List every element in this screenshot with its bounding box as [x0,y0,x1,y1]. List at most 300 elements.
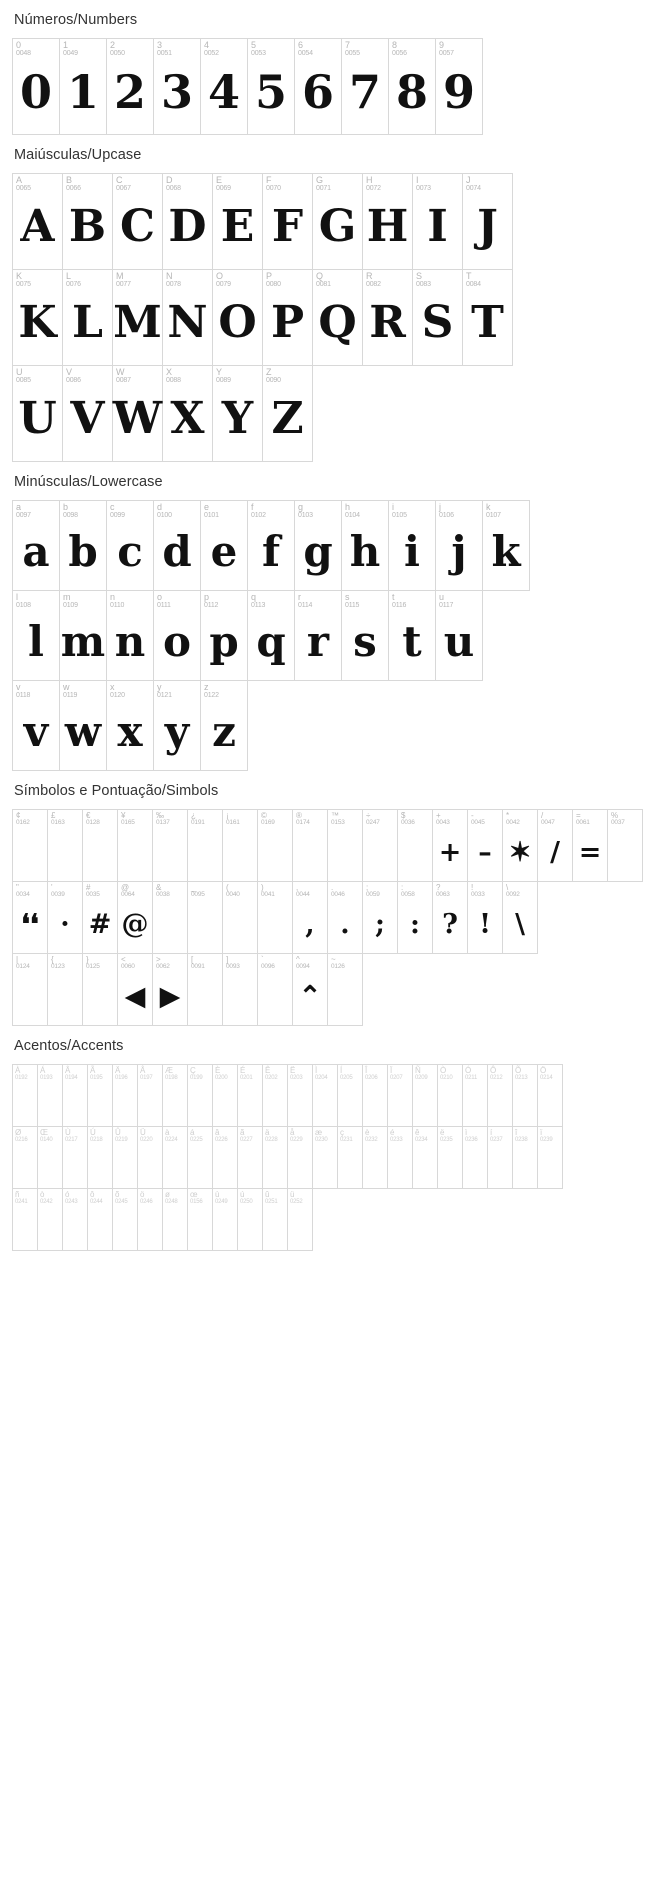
glyph-render [313,1082,337,1126]
glyph-cell[interactable] [313,174,363,270]
glyph-cell[interactable] [313,1065,338,1127]
glyph-code-label: 0237 [490,1137,503,1144]
glyph-char-label: Ã [90,1066,96,1075]
glyph-meta [88,1189,112,1206]
glyph-render [413,1144,437,1188]
glyph-cell[interactable] [118,954,153,1026]
glyph-cell[interactable] [342,591,389,681]
glyph-cell[interactable] [118,882,153,954]
glyph-cell[interactable] [263,366,313,462]
glyph-char-label: ö [140,1190,145,1199]
glyph-cell[interactable] [463,270,513,366]
glyph-cell[interactable] [213,270,263,366]
glyph-code-label: 0092 [506,891,520,899]
glyph-render: X [170,392,205,444]
glyph-code-label: 0161 [226,819,240,827]
glyph-cell[interactable] [503,810,538,882]
glyph-cell[interactable] [38,1189,63,1251]
glyph-cell[interactable] [13,501,60,591]
glyph-meta [38,1065,62,1082]
glyph-char-label: T [466,271,472,281]
glyph-cell[interactable] [258,810,293,882]
glyph-cell[interactable] [188,882,223,954]
glyph-cell[interactable] [223,810,258,882]
glyph-cell[interactable] [163,174,213,270]
glyph-render [438,1144,462,1188]
glyph-meta [413,174,462,193]
glyph-cell[interactable] [188,1127,213,1189]
glyph-cell[interactable] [113,1065,138,1127]
glyph-meta [13,810,47,827]
glyph-cell[interactable] [48,810,83,882]
glyph-cell[interactable] [88,1189,113,1251]
glyph-char-label: k [486,502,491,512]
glyph-cell[interactable] [154,681,201,771]
glyph-code-label: 0216 [15,1137,28,1144]
glyph-code-label: 0064 [121,891,135,899]
glyph-meta [363,810,397,827]
glyph-char-label: ( [226,883,229,892]
glyph-cell[interactable] [513,1127,538,1189]
glyph-render: G [318,200,357,252]
glyph-cell[interactable] [38,1065,63,1127]
glyph-cell[interactable] [201,39,248,135]
glyph-char-label: # [86,883,91,892]
glyph-cell[interactable] [107,681,154,771]
glyph-meta [293,810,327,827]
glyph-cell[interactable] [188,954,223,1026]
glyph-cell[interactable] [288,1189,313,1251]
glyph-render [488,1082,512,1126]
glyph-cell[interactable] [363,270,413,366]
glyph-meta [463,174,512,193]
glyph-render [118,827,152,881]
glyph-cell[interactable] [238,1065,263,1127]
glyph-char-label: ú [240,1190,245,1199]
glyph-cell[interactable] [107,591,154,681]
glyph-cell[interactable] [60,681,107,771]
glyph-code-label: 0211 [465,1075,478,1082]
glyph-code-label: 0201 [240,1075,253,1082]
glyph-cell[interactable] [573,810,608,882]
glyph-cell[interactable] [538,810,573,882]
glyph-code-label: 0082 [366,281,381,289]
glyph-char-label: ) [261,883,264,892]
glyph-cell[interactable] [154,39,201,135]
glyph-cell[interactable] [608,810,643,882]
glyph-cell[interactable] [154,501,201,591]
glyph-cell[interactable] [288,1127,313,1189]
glyph-char-label: b [63,502,69,512]
glyph-cell[interactable] [83,882,118,954]
glyph-meta [188,1127,212,1144]
glyph-code-label: 0081 [316,281,331,289]
glyph-cell[interactable] [328,810,363,882]
glyph-cell[interactable] [389,39,436,135]
glyph-char-label: ` [261,955,264,964]
glyph-code-label: 0162 [16,819,30,827]
glyph-cell[interactable] [213,1127,238,1189]
glyph-cell[interactable] [436,501,483,591]
glyph-cell[interactable] [513,1065,538,1127]
glyph-code-label: 0050 [110,50,125,58]
glyph-cell[interactable] [342,39,389,135]
glyph-code-label: 0249 [215,1199,228,1206]
glyph-render [213,1144,237,1188]
glyph-cell[interactable] [538,1127,563,1189]
glyph-cell[interactable] [13,270,63,366]
glyph-code-label: 0040 [226,891,240,899]
glyph-cell[interactable] [413,1127,438,1189]
glyph-meta [13,882,47,899]
glyph-char-label: Û [115,1128,121,1137]
glyph-cell[interactable] [293,810,328,882]
glyph-render: u [443,616,475,666]
glyph-char-label: ä [265,1128,270,1137]
glyph-cell[interactable] [113,270,163,366]
glyph-char-label: 1 [63,40,69,50]
glyph-char-label: y [157,682,162,692]
glyph-code-label: 0193 [40,1075,53,1082]
glyph-cell[interactable] [263,174,313,270]
glyph-code-label: 0094 [296,963,310,971]
glyph-cell[interactable] [313,270,363,366]
glyph-cell[interactable] [463,1065,488,1127]
glyph-cell[interactable] [398,882,433,954]
glyph-code-label: 0083 [416,281,431,289]
glyph-cell[interactable] [363,1127,388,1189]
glyph-char-label: ¥ [121,811,126,820]
glyph-render [513,1082,537,1126]
glyph-render: 5 [254,64,287,119]
glyph-render: S [421,296,454,348]
glyph-cell[interactable] [413,174,463,270]
glyph-cell[interactable] [63,270,113,366]
glyph-char-label: œ [190,1190,198,1199]
glyph-cell[interactable] [201,681,248,771]
glyph-code-label: 0224 [165,1137,178,1144]
glyph-cell[interactable] [83,810,118,882]
glyph-code-label: 0169 [261,819,275,827]
glyph-render: ! [479,908,491,940]
glyph-code-label: 0199 [190,1075,203,1082]
glyph-cell[interactable] [48,882,83,954]
glyph-char-label: % [611,811,619,820]
glyph-cell[interactable] [138,1065,163,1127]
glyph-cell[interactable] [13,1189,38,1251]
glyph-cell[interactable] [263,1189,288,1251]
glyph-cell[interactable] [113,366,163,462]
glyph-cell[interactable] [63,1065,88,1127]
glyph-code-label: 0059 [366,891,380,899]
glyph-code-label: 0071 [316,185,331,193]
glyph-render: J [477,200,498,252]
glyph-cell[interactable] [213,174,263,270]
glyph-code-label: 0078 [166,281,181,289]
glyph-code-label: 0046 [331,891,345,899]
glyph-cell[interactable] [201,591,248,681]
glyph-cell[interactable] [295,501,342,591]
glyph-render: y [164,706,190,756]
glyph-cell[interactable] [48,954,83,1026]
glyph-cell[interactable] [258,882,293,954]
glyph-cell[interactable] [13,591,60,681]
glyph-cell[interactable] [163,1065,188,1127]
glyph-char-label: R [366,271,373,281]
glyph-render: n [114,616,146,666]
glyph-render [63,1082,87,1126]
glyph-char-label: Ó [465,1066,472,1075]
glyph-cell[interactable] [488,1127,513,1189]
glyph-cell[interactable] [248,501,295,591]
glyph-code-label: 0065 [16,185,31,193]
glyph-cell[interactable] [83,954,118,1026]
glyph-cell[interactable] [188,1189,213,1251]
glyph-meta [538,1127,562,1144]
glyph-cell[interactable] [60,39,107,135]
glyph-code-label: 0036 [401,819,415,827]
glyph-cell[interactable] [88,1065,113,1127]
glyph-cell[interactable] [163,270,213,366]
glyph-cell[interactable] [248,39,295,135]
glyph-code-label: 0205 [340,1075,353,1082]
glyph-row [12,809,643,882]
glyph-code-label: 0098 [63,512,78,520]
glyph-code-label: 0113 [251,602,266,610]
glyph-cell[interactable] [258,954,293,1026]
glyph-cell[interactable] [223,954,258,1026]
glyph-meta [263,366,312,385]
glyph-render [363,1082,387,1126]
glyph-code-label: 0238 [515,1137,528,1144]
glyph-cell[interactable] [213,1189,238,1251]
glyph-cell[interactable] [63,1189,88,1251]
glyph-cell[interactable] [488,1065,513,1127]
glyph-cell[interactable] [463,174,513,270]
glyph-meta [313,270,362,289]
glyph-code-label: 0075 [16,281,31,289]
glyph-meta [338,1065,362,1082]
glyph-code-label: 0206 [365,1075,378,1082]
glyph-code-label: 0191 [191,819,205,827]
glyph-grid [0,809,661,1026]
glyph-render: M [113,296,162,348]
glyph-code-label: 0108 [16,602,31,610]
glyph-cell[interactable] [263,1065,288,1127]
glyph-cell[interactable] [153,954,188,1026]
glyph-cell[interactable] [107,501,154,591]
glyph-cell[interactable] [433,810,468,882]
glyph-cell[interactable] [13,954,48,1026]
glyph-code-label: 0228 [265,1137,278,1144]
glyph-render [398,827,432,881]
glyph-cell[interactable] [338,1065,363,1127]
glyph-cell[interactable] [118,810,153,882]
glyph-char-label: { [51,955,54,964]
glyph-char-label: Ê [265,1066,271,1075]
glyph-code-label: 0244 [90,1199,103,1206]
glyph-cell[interactable] [223,882,258,954]
glyph-cell[interactable] [238,1189,263,1251]
glyph-render [388,1082,412,1126]
glyph-cell[interactable] [328,882,363,954]
glyph-cell[interactable] [433,882,468,954]
glyph-cell[interactable] [153,882,188,954]
glyph-cell[interactable] [389,591,436,681]
glyph-meta [213,270,262,289]
glyph-cell[interactable] [503,882,538,954]
glyph-cell[interactable] [163,1127,188,1189]
glyph-char-label: Ä [115,1066,121,1075]
glyph-cell[interactable] [468,810,503,882]
glyph-render [263,1144,287,1188]
glyph-cell[interactable] [295,39,342,135]
glyph-cell[interactable] [436,39,483,135]
glyph-render [263,1206,287,1250]
glyph-char-label: Ò [440,1066,447,1075]
glyph-cell[interactable] [113,1189,138,1251]
glyph-render [238,1144,262,1188]
glyph-row [12,1064,563,1127]
glyph-cell[interactable] [483,501,530,591]
glyph-code-label: 0035 [86,891,100,899]
glyph-cell[interactable] [263,270,313,366]
glyph-cell[interactable] [295,591,342,681]
glyph-cell[interactable] [113,1127,138,1189]
glyph-char-label: f [251,502,254,512]
glyph-cell[interactable] [436,591,483,681]
glyph-cell[interactable] [263,1127,288,1189]
glyph-code-label: 0219 [115,1137,128,1144]
glyph-cell[interactable] [13,1127,38,1189]
glyph-cell[interactable] [13,39,60,135]
glyph-cell[interactable] [201,501,248,591]
glyph-meta [342,591,388,610]
glyph-char-label: ¿ [191,811,196,820]
glyph-cell[interactable] [154,591,201,681]
glyph-render [488,1144,512,1188]
glyph-char-label: 5 [251,40,257,50]
glyph-code-label: 0107 [486,512,501,520]
glyph-cell[interactable] [413,270,463,366]
glyph-cell[interactable] [13,882,48,954]
glyph-cell[interactable] [38,1127,63,1189]
glyph-cell[interactable] [13,1065,38,1127]
glyph-render [223,827,257,881]
glyph-char-label: : [401,883,404,892]
glyph-cell[interactable] [213,366,263,462]
glyph-render: a [22,526,50,576]
glyph-cell[interactable] [213,1065,238,1127]
glyph-cell[interactable] [163,1189,188,1251]
glyph-cell[interactable] [468,882,503,954]
glyph-cell[interactable] [13,681,60,771]
glyph-cell[interactable] [313,1127,338,1189]
glyph-cell[interactable] [88,1127,113,1189]
glyph-cell[interactable] [138,1127,163,1189]
glyph-cell[interactable] [63,366,113,462]
glyph-cell[interactable] [153,810,188,882]
glyph-cell[interactable] [13,174,63,270]
glyph-cell[interactable] [113,174,163,270]
glyph-code-label: 0125 [86,963,100,971]
glyph-meta [263,174,312,193]
glyph-code-label: 0038 [156,891,170,899]
glyph-cell[interactable] [60,591,107,681]
glyph-cell[interactable] [363,174,413,270]
glyph-code-label: 0197 [140,1075,153,1082]
glyph-cell[interactable] [138,1189,163,1251]
glyph-code-label: 0087 [116,377,131,385]
glyph-render: T [471,296,504,348]
glyph-cell[interactable] [60,501,107,591]
glyph-cell[interactable] [188,1065,213,1127]
glyph-code-label: 0091 [191,963,205,971]
glyph-char-label: c [110,502,115,512]
glyph-cell[interactable] [342,501,389,591]
glyph-grid [0,1064,661,1251]
glyph-cell[interactable] [413,1065,438,1127]
glyph-cell[interactable] [107,39,154,135]
glyph-cell[interactable] [538,1065,563,1127]
glyph-cell[interactable] [338,1127,363,1189]
glyph-char-label: & [156,883,162,892]
glyph-meta [463,270,512,289]
glyph-meta [63,174,112,193]
glyph-cell[interactable] [238,1127,263,1189]
glyph-char-label: Ï [390,1066,393,1075]
glyph-char-label: q [251,592,257,602]
glyph-char-label: Í [340,1066,343,1075]
glyph-cell[interactable] [188,810,223,882]
glyph-cell[interactable] [363,810,398,882]
glyph-meta [88,1065,112,1082]
glyph-cell[interactable] [63,1127,88,1189]
glyph-char-label: t [392,592,395,602]
glyph-cell[interactable] [288,1065,313,1127]
glyph-char-label: 6 [298,40,304,50]
glyph-char-label: , [296,883,299,892]
glyph-render [83,827,117,881]
glyph-cell[interactable] [389,501,436,591]
glyph-cell[interactable] [293,954,328,1026]
glyph-render [48,827,82,881]
glyph-cell[interactable] [328,954,363,1026]
glyph-cell[interactable] [163,366,213,462]
glyph-cell[interactable] [293,882,328,954]
glyph-cell[interactable] [13,810,48,882]
glyph-cell[interactable] [363,1065,388,1127]
glyph-cell[interactable] [248,591,295,681]
glyph-meta [107,501,153,520]
glyph-char-label: â [215,1128,220,1137]
glyph-meta [413,1065,437,1082]
glyph-char-label: ù [215,1190,220,1199]
glyph-cell[interactable] [398,810,433,882]
glyph-cell[interactable] [13,366,63,462]
glyph-render [263,1082,287,1126]
glyph-cell[interactable] [438,1065,463,1127]
glyph-cell[interactable] [388,1065,413,1127]
glyph-cell[interactable] [63,174,113,270]
glyph-cell[interactable] [463,1127,488,1189]
glyph-cell[interactable] [438,1127,463,1189]
glyph-code-label: 0110 [110,602,125,610]
glyph-grid [0,500,661,771]
glyph-cell[interactable] [388,1127,413,1189]
glyph-meta [163,1065,187,1082]
glyph-cell[interactable] [363,882,398,954]
